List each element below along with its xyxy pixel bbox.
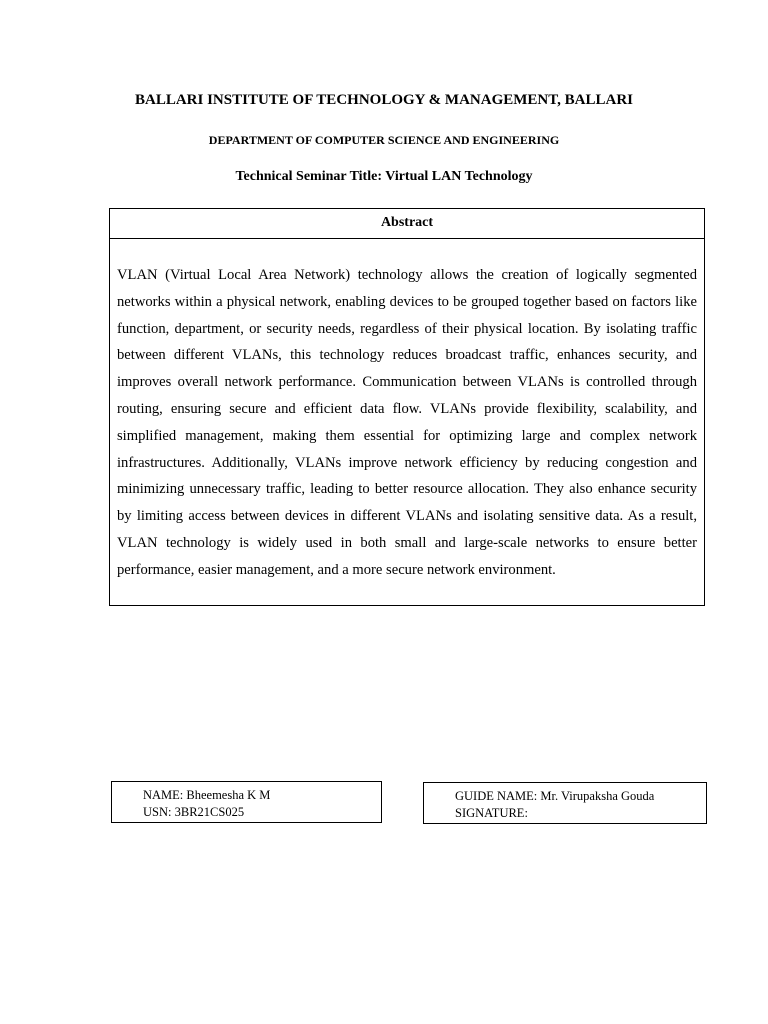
abstract-text: VLAN (Virtual Local Area Network) technology allows the creation of logically segmented networks within a physical network, enabling devices to be grouped together based on factors like function, department, or security needs, regardless of their physical location. By isolating traffic between different VLANs, this technology reduces broadcast traffic, enhances security, and improves overall network performance. Communication between VLANs is controlled through routing, ensuring secure and efficient data flow. VLANs provide flexibility, scalability, and simplified management, making them essential for optimizing large and complex network infrastructures. Additionally, VLANs improve network efficiency by reducing congestion and minimizing unnecessary traffic, leading to better resource allocation. They also enhance security by limiting access between devices in different VLANs and isolating sensitive data. As a result, VLAN technology is widely used in both small and large-scale networks to ensure better performance, easier management, and a more secure network environment. xyxy=(117,267,697,578)
student-usn: USN: 3BR21CS025 xyxy=(143,805,245,819)
abstract-heading: Abstract xyxy=(110,209,704,239)
department-title: DEPARTMENT OF COMPUTER SCIENCE AND ENGINEERING xyxy=(208,133,560,147)
institute-title: BALLARI INSTITUTE OF TECHNOLOGY & MANAGEMENT, BALLARI xyxy=(135,92,633,108)
student-name: NAME: Bheemesha K M xyxy=(143,788,271,802)
guide-name: GUIDE NAME: Mr. Virupaksha Gouda xyxy=(455,789,655,803)
guide-signature: SIGNATURE: xyxy=(455,806,528,820)
abstract-box xyxy=(109,208,705,606)
student-info-box xyxy=(111,781,382,823)
guide-info-box xyxy=(423,782,707,824)
seminar-title: Technical Seminar Title: Virtual LAN Technology xyxy=(235,169,533,184)
